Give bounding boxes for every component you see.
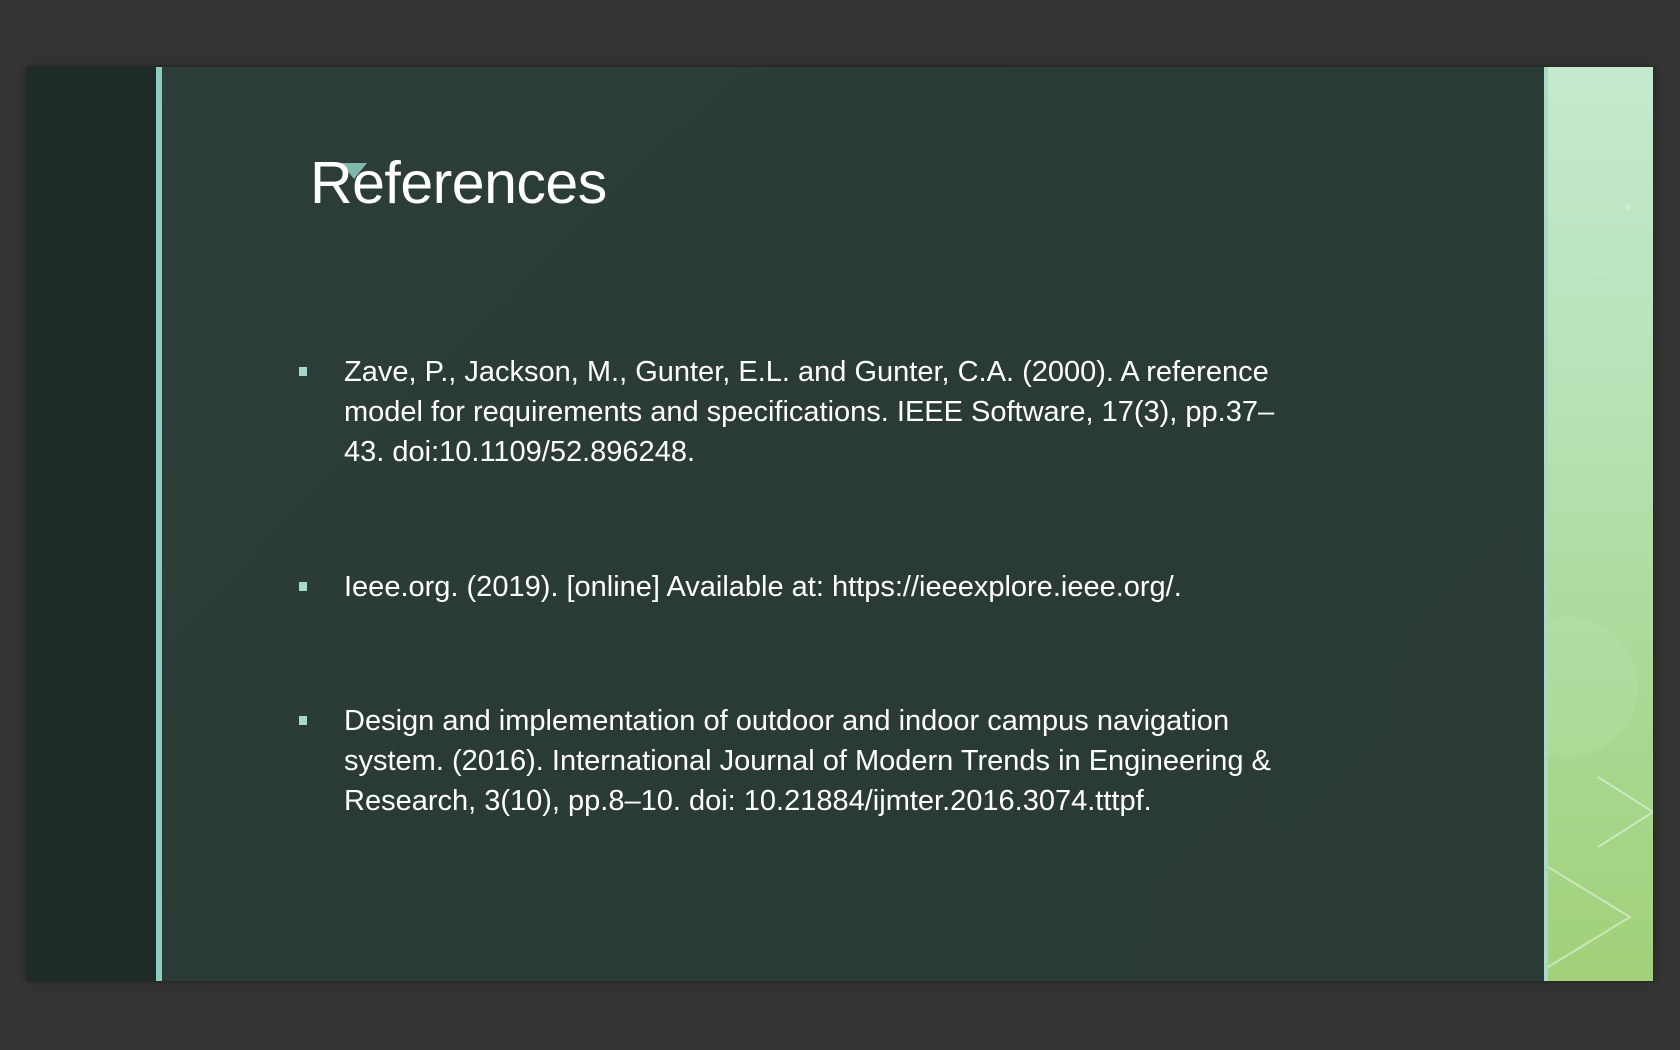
slide-left-band <box>27 67 156 981</box>
decorative-chevrons-icon <box>1548 67 1653 981</box>
square-bullet-icon <box>299 716 307 725</box>
reference-text: Zave, P., Jackson, M., Gunter, E.L. and Gunter, C.A. (2000). A reference model for requirements and specifications. IEEE Software, 17(3), pp.37–43. doi:10.1109/52.896248. <box>344 356 1275 468</box>
slide-left-accent-rule <box>156 67 162 981</box>
slide-title: References <box>310 150 607 216</box>
square-bullet-icon <box>299 367 307 376</box>
decorative-side-panel <box>1548 67 1653 981</box>
slide-canvas[interactable] <box>27 67 1653 981</box>
square-bullet-icon <box>299 582 307 591</box>
reference-text: Design and implementation of outdoor and indoor campus navigation system. (2016). International Journal of Modern Trends in Engineering & Research, 3(10), pp.8–10. doi: 10.21884/ijmter.2016.3074.tttpf. <box>344 705 1271 817</box>
reference-text: Ieee.org. (2019). [online] Available at: https://ieeexplore.ieee.org/. <box>344 571 1182 603</box>
